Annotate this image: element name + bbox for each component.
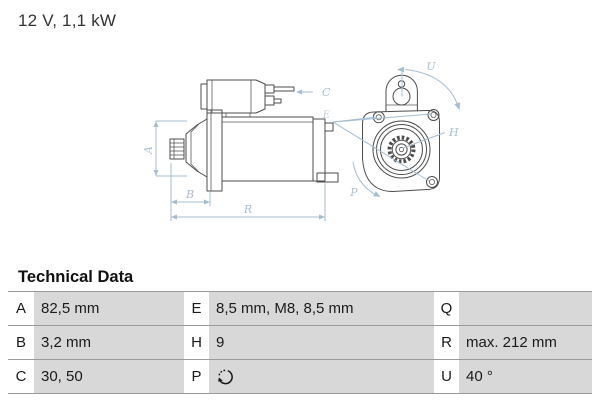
param-value-a: 82,5 mm xyxy=(34,292,184,325)
dim-label-c: C xyxy=(322,86,331,99)
front-view xyxy=(363,75,440,191)
param-key-q: Q xyxy=(434,292,459,325)
param-value-u: 40 ° xyxy=(459,360,592,393)
param-value-e: 8,5 mm, M8, 8,5 mm xyxy=(209,292,434,325)
param-key-a: A xyxy=(8,292,34,325)
param-value-h: 9 xyxy=(209,326,434,359)
param-value-q xyxy=(459,292,592,325)
param-key-b: B xyxy=(8,326,34,359)
technical-data-section xyxy=(8,268,592,394)
pinion-front xyxy=(373,121,430,178)
table-row xyxy=(8,291,592,325)
param-value-p xyxy=(209,360,434,393)
dim-label-h: H xyxy=(449,126,459,139)
dim-label-e: E xyxy=(322,110,330,121)
side-view xyxy=(170,80,338,191)
dim-label-r: R xyxy=(243,203,253,216)
table-row xyxy=(8,325,592,359)
param-key-r: R xyxy=(434,326,459,359)
param-key-p: P xyxy=(184,360,209,393)
dim-label-p: P xyxy=(350,186,358,199)
param-key-c: C xyxy=(8,360,34,393)
param-key-u: U xyxy=(434,360,459,393)
rotation-direction-icon xyxy=(216,367,235,386)
dim-label-u: U xyxy=(426,60,436,73)
param-value-c: 30, 50 xyxy=(34,360,184,393)
dim-label-b: B xyxy=(185,188,195,201)
table-row xyxy=(8,359,592,393)
section-title: Technical Data xyxy=(18,268,134,286)
technical-data-table xyxy=(8,291,592,394)
param-value-r: max. 212 mm xyxy=(459,326,592,359)
param-key-e: E xyxy=(184,292,209,325)
voltage-power-spec: 12 V, 1,1 kW xyxy=(18,11,117,30)
param-key-h: H xyxy=(184,326,209,359)
dim-label-a: A xyxy=(142,146,155,154)
param-value-b: 3,2 mm xyxy=(34,326,184,359)
dimension-annotations xyxy=(142,60,460,221)
